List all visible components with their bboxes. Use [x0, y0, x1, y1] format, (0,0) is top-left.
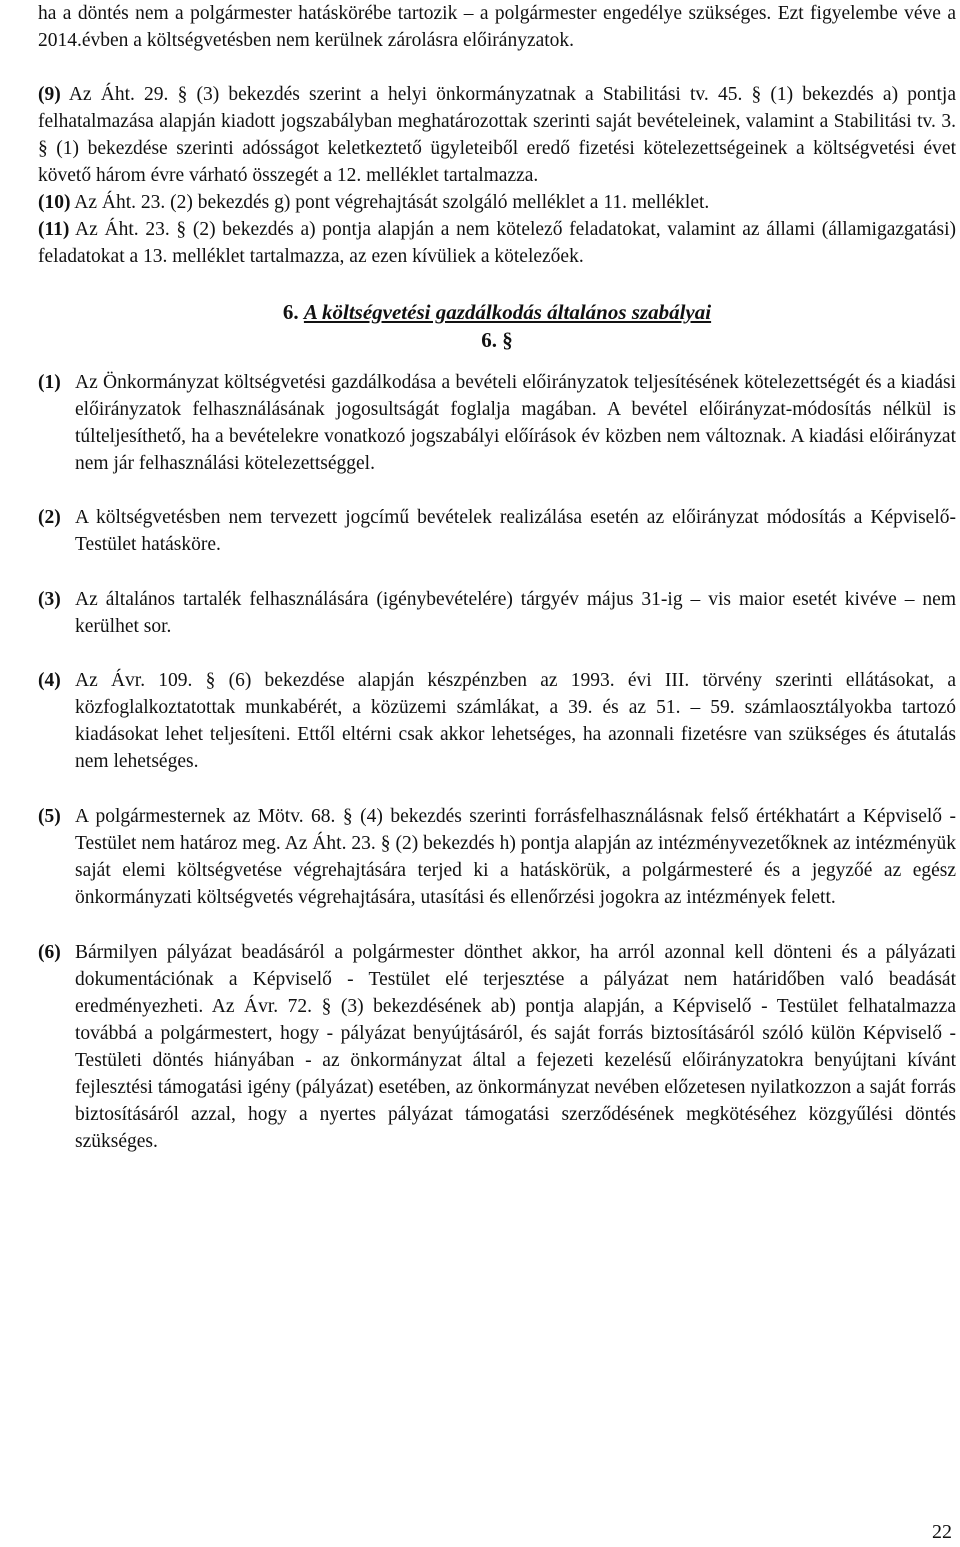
paragraph-11-text: Az Áht. 23. § (2) bekezdés a) pontja alapján a nem kötelező feladatokat, valamint az állami (államigazgatási) feladatokat a 13. melléklet tartalmazza, az ezen kívüliek a kötelezőek.	[38, 219, 956, 267]
paragraph-text: Bármilyen pályázat beadásáról a polgármester dönthet akkor, ha arról azonnal kell dönteni és a pályázati dokumentációnak a Képviselő - Testület elé terjesztése a pályázat nem határidőben való beadását eredményezheti. Az Ávr. 72. § (3) bekezdésének ab) pontja alapján, a Képviselő - Testület felhatalmazza továbbá a polgármestert, hogy - pályázat benyújtásáról, és saját forrás biztosításáról szóló külön Képviselő - Testületi döntés hiányában - az önkormányzat által a fejezeti kezelésű előirányzatokra benyújtani kívánt fejlesztési támogatási igény (pályázat) esetében, az önkormányzat nevében előzetesen nyilatkozzon a saját forrás biztosításáról azzal, hogy a nyertes pályázat támogatási szerződésének megkötéséhez közgyűlési döntés szükséges.	[75, 942, 956, 1152]
paragraph-10-number: (10)	[38, 192, 71, 213]
document-page	[38, 0, 956, 1155]
numbered-paragraphs	[38, 369, 956, 1155]
paragraph-number: (3)	[38, 589, 61, 610]
paragraph-number: (4)	[38, 670, 61, 691]
paragraph-11-number: (11)	[38, 219, 70, 240]
paragraph-text: Az Önkormányzat költségvetési gazdálkodása a bevételi előirányzatok teljesítésének kötelezettségét és a kiadási előirányzatok felhasználásának jogosultságát foglalja magában. A bevétel előirányzat-módosítás nélkül is túlteljesíthető, ha a bevételekre vonatkozó jogszabályi előírások év közben nem változnak. A kiadási előirányzat nem jár felhasználási kötelezettséggel.	[75, 372, 956, 474]
section-heading	[38, 298, 956, 326]
paragraph-9	[38, 81, 956, 189]
numbered-paragraph	[38, 369, 956, 477]
page-number: 22	[932, 1521, 952, 1543]
paragraph-number: (1)	[38, 372, 61, 393]
paragraph-9-number: (9)	[38, 84, 61, 105]
paragraph-text: Az Ávr. 109. § (6) bekezdése alapján készpénzben az 1993. évi III. törvény szerinti ellátásokat, a közfoglalkoztatottak munkabérét, a közüzemi számlákat, a 39. és az 51. – 59. számlaosztályokba tartozó kiadásokat lehet teljesíteni. Ettől eltérni csak akkor lehetséges, ha azonnali fizetésre van szükséges és átutalás nem lehetséges.	[75, 670, 956, 772]
numbered-paragraph	[38, 504, 956, 558]
paragraph-number: (6)	[38, 942, 61, 963]
paragraph-text: A polgármesternek az Mötv. 68. § (4) bekezdés szerinti forrásfelhasználásnak felső értékhatárt a Képviselő - Testület nem határoz meg. Az Áht. 23. § (2) bekezdés h) pontja alapján az intézményvezetőknek az intézményük saját elemi költségvetése végrehajtására terjed ki a hatáskörük, a polgármesteré és a jegyzőé az egész önkormányzati költségvetés végrehajtására, utasítási és ellenőrzési jogokra az intézmények felett.	[75, 806, 956, 908]
paragraph-number: (2)	[38, 507, 61, 528]
paragraph-9-text: Az Áht. 29. § (3) bekezdés szerint a helyi önkormányzatnak a Stabilitási tv. 45. § (1) bekezdés a) pontja felhatalmazása alapján kiadott jogszabályban meghatározottak szerinti saját bevételeinek, valamint a Stabilitási tv. 3. § (1) bekezdése szerinti adósságot keletkeztető ügyleteiből eredő fizetési kötelezettségeinek a költségvetési évet követő három évre várható összegét a 12. melléklet tartalmazza.	[38, 84, 956, 186]
numbered-paragraph	[38, 939, 956, 1155]
paragraph-text: Az általános tartalék felhasználására (igénybevételére) tárgyév május 31-ig – vis maior esetét kivéve – nem kerülhet sor.	[75, 589, 956, 637]
numbered-paragraph	[38, 667, 956, 775]
paragraph-10	[38, 189, 956, 216]
paragraph-number: (5)	[38, 806, 61, 827]
section-title: A költségvetési gazdálkodás általános szabályai	[303, 300, 712, 324]
paragraph-mark: 6. §	[481, 328, 513, 352]
section-number: 6.	[282, 300, 299, 324]
paragraph-11	[38, 216, 956, 270]
numbered-paragraph	[38, 586, 956, 640]
paragraph-text: A költségvetésben nem tervezett jogcímű bevételek realizálása esetén az előirányzat módosítás a Képviselő-Testület hatásköre.	[75, 507, 956, 555]
numbered-paragraph	[38, 803, 956, 911]
paragraph-10-text: Az Áht. 23. (2) bekezdés g) pont végrehajtását szolgáló melléklet a 11. melléklet.	[70, 192, 710, 213]
continuation-paragraph: ha a döntés nem a polgármester hatáskörébe tartozik – a polgármester engedélye szükséges. Ezt figyelembe véve a 2014.évben a költségvetésben nem kerülnek zárolásra előirányzatok.	[38, 3, 956, 51]
